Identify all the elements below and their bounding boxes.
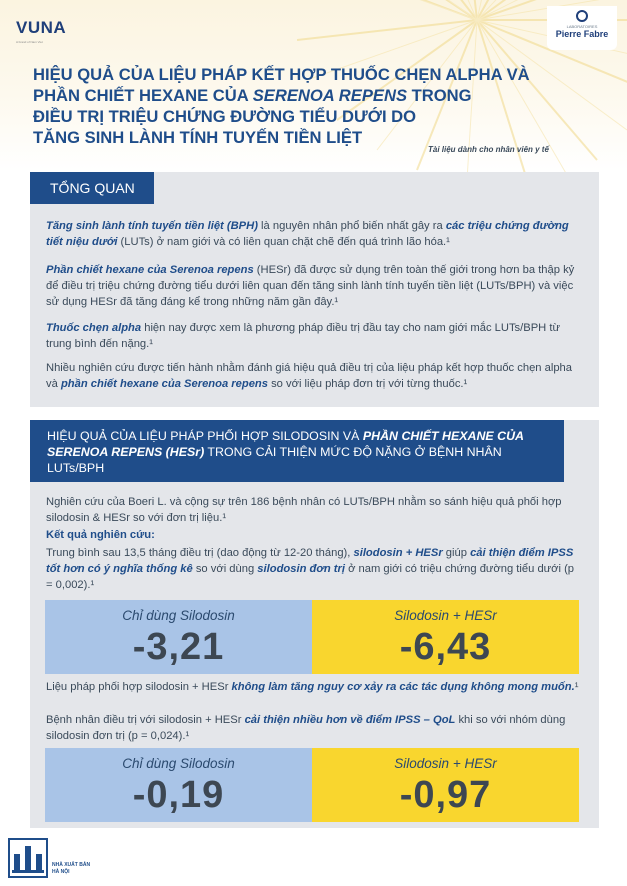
result-paragraph-2: Liệu pháp phối hợp silodosin + HESr không làm tăng nguy cơ xảy ra các tác dụng không mong muốn.¹ xyxy=(46,681,579,693)
overview-paragraph-2: Phần chiết hexane của Serenoa repens (HESr) đã được sử dụng trên toàn thế giới trong hơn ba thập kỷ để điều trị triệu chứng đường tiểu dưới liên quan đến tăng sinh lành tính tuyến tiền liệt (LUTs/BPH) và việc sử dụng HESr đã tăng đáng kể trong những năm gần đây.¹ xyxy=(46,264,575,308)
overview-heading: TỔNG QUAN xyxy=(50,180,135,196)
overview-paragraph-3: Thuốc chẹn alpha hiện nay được xem là phương pháp điều trị đầu tay cho nam giới mắc LUTs/BPH từ trung bình đến nặng.¹ xyxy=(46,322,560,350)
pierre-fabre-emblem-icon xyxy=(576,10,588,22)
publisher-logo-icon xyxy=(8,838,48,878)
overview-paragraph-1: Tăng sinh lành tính tuyến tiền liệt (BPH) là nguyên nhân phổ biến nhất gây ra các triệu chứng đường tiết niệu dưới (LUTs) ở nam giới và có liên quan chặt chẽ đến quá trình lão hóa.¹ xyxy=(46,220,569,248)
result-label: Kết quả nghiên cứu: xyxy=(46,529,155,541)
qol-silodosin-box: Chỉ dùng Silodosin -0,19 xyxy=(45,748,312,822)
ipss-combination-box: Silodosin + HESr -6,43 xyxy=(312,600,579,674)
publisher-name: NHÀ XUẤT BẢN HÀ NỘI xyxy=(52,862,91,875)
result-paragraph-3: Bệnh nhân điều trị với silodosin + HESr cải thiện nhiều hơn về điểm IPSS – QoL khi so với nhóm dùng silodosin đơn trị (p = 0,024).¹ xyxy=(46,714,566,742)
pierre-fabre-logo: LABORATOIRES Pierre Fabre xyxy=(547,6,617,50)
page-title: HIỆU QUẢ CỦA LIỆU PHÁP KẾT HỢP THUỐC CHẸN ALPHA VÀ PHẦN CHIẾT HEXANE CỦA SERENOA REPENS TRONG ĐIỀU TRỊ TRIỆU CHỨNG ĐƯỜNG TIỂU DƯỚI DO TĂNG SINH LÀNH TÍNH TUYẾN TIỀN LIỆT xyxy=(33,65,530,147)
qol-combination-box: Silodosin + HESr -0,97 xyxy=(312,748,579,822)
study-heading: HIỆU QUẢ CỦA LIỆU PHÁP PHỐI HỢP SILODOSIN VÀ PHẦN CHIẾT HEXANE CỦA SERENOA REPENS (HESr) TRONG CẢI THIỆN MỨC ĐỘ NẶNG Ở BỆNH NHÂN LUTs/BPH xyxy=(47,429,524,475)
study-intro: Nghiên cứu của Boeri L. và cộng sự trên 186 bệnh nhân có LUTs/BPH nhằm so sánh hiệu quả phối hợp silodosin & HESr so với đơn trị liệu.¹ xyxy=(46,496,562,524)
result-paragraph-1: Trung bình sau 13,5 tháng điều trị (dao động từ 12-20 tháng), silodosin + HESr giúp cải thiện điểm IPSS tốt hơn có ý nghĩa thống kê so với dùng silodosin đơn trị ở nam giới có triệu chứng đường tiểu dưới (p = 0,002).¹ xyxy=(46,547,575,591)
audience-note: Tài liệu dành cho nhân viên y tế xyxy=(428,145,549,154)
vuna-logo: VUNA A brand of Nam Viet xyxy=(16,18,67,44)
overview-paragraph-4: Nhiều nghiên cứu được tiến hành nhằm đánh giá hiệu quả điều trị của liệu pháp kết hợp thuốc chẹn alpha và phần chiết hexane của Serenoa repens so với liệu pháp đơn trị với từng thuốc.¹ xyxy=(46,362,572,390)
ipss-silodosin-box: Chỉ dùng Silodosin -3,21 xyxy=(45,600,312,674)
